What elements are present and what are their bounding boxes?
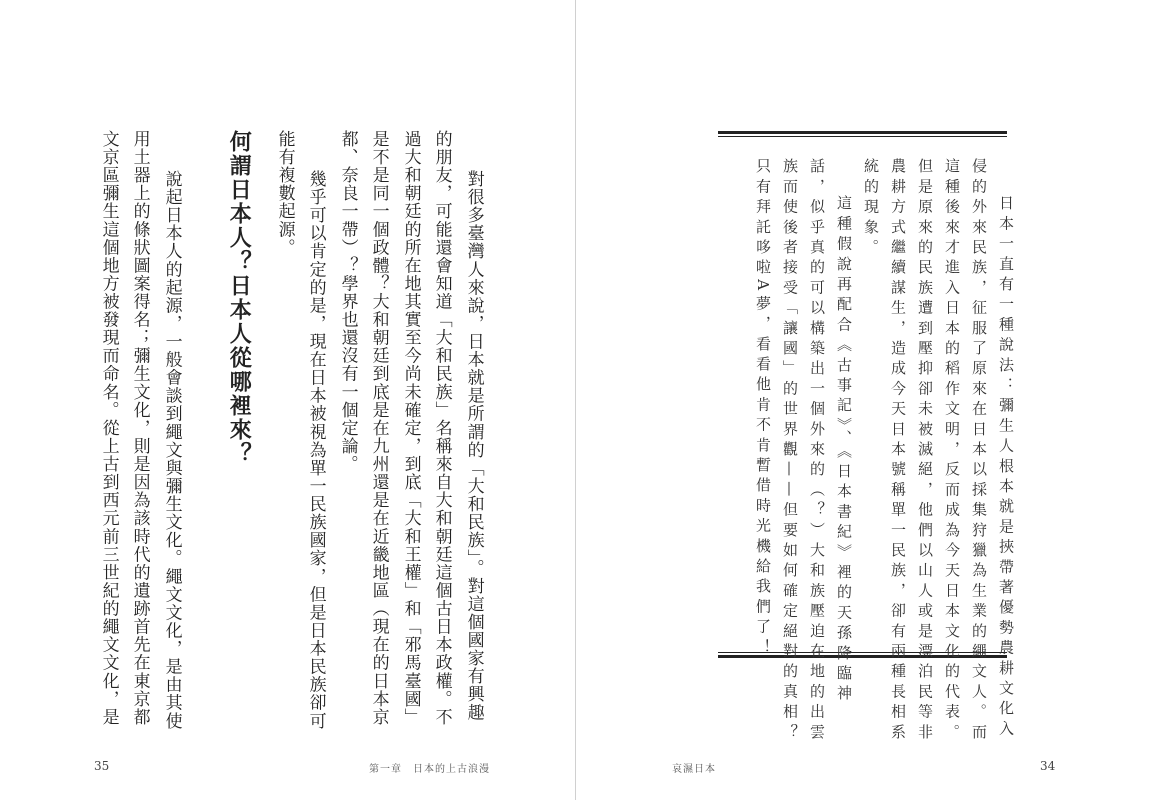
- section-column-1: 說起日本人的起源，一般會談到繩文與彌生文化。繩文文化，是由其使: [161, 170, 182, 730]
- quote-column-6: 統的現象。: [862, 158, 880, 259]
- section-column-3: 文京區彌生這個地方被發現而命名。從上古到西元前三世紀的繩文文化，是: [98, 130, 119, 726]
- body-column-4: 是不是同一個政體？大和朝廷到底是在九州還是在近畿地區（現在的日本京: [368, 130, 389, 726]
- left-page: [0, 0, 575, 800]
- body-column-5: 都、奈良一帶）？學界也還沒有一個定論。: [337, 130, 358, 474]
- quote-top-rule: [718, 131, 1007, 134]
- quote-column-7: 這種假說再配合《古事記》、《日本書紀》裡的天孫降臨神: [835, 195, 853, 706]
- right-page: [576, 0, 1151, 800]
- body-column-7: 能有複數起源。: [274, 130, 295, 257]
- quote-column-5: 農耕方式繼續謀生，造成今天日本號稱單一民族，卻有兩種長相系: [889, 158, 907, 744]
- body-column-3: 過大和朝廷的所在地其實至今尚未確定，到底「大和王權」和「邪馬臺國」: [400, 130, 421, 726]
- section-column-2: 用土器上的條狀圖案得名；彌生文化，則是因為該時代的遺跡首先在東京都: [129, 130, 150, 726]
- quote-column-3: 這種後來才進入日本的稻作文明，反而成為今天日本文化的代表。: [943, 158, 961, 744]
- right-page-number: 34: [1040, 759, 1056, 773]
- quote-column-4: 但是原來的民族遭到壓抑卻未被滅絕，他們以山人或是漂泊民等非: [916, 158, 934, 744]
- quote-column-9: 族而使後者接受「讓國」的世界觀——但要如何確定絕對的真相？: [781, 158, 799, 744]
- quote-column-1: 日本一直有一種說法：彌生人根本就是挾帶著優勢農耕文化入: [997, 195, 1015, 741]
- right-running-head: 哀濕日本: [672, 764, 716, 775]
- quote-top-rule-thin: [718, 136, 1007, 137]
- quote-column-10: 只有拜託哆啦A夢，看看他肯不肯暫借時光機給我們了！: [754, 158, 772, 659]
- body-column-1: 對很多臺灣人來說，日本就是所謂的「大和民族」。對這個國家有興趣: [463, 170, 484, 722]
- quote-column-8: 話，似乎真的可以構築出一個外來的（？）大和族壓迫在地的出雲: [808, 158, 826, 744]
- body-column-6: 幾乎可以肯定的是，現在日本被視為單一民族國家，但是日本民族卻可: [305, 170, 326, 730]
- left-page-number: 35: [94, 759, 110, 773]
- section-heading: 何謂日本人？日本人從哪裡來？: [226, 130, 253, 466]
- left-running-head: 第一章 日本的上古浪漫: [369, 764, 490, 775]
- body-column-2: 的朋友，可能還會知道「大和民族」名稱來自大和朝廷這個古日本政權。不: [431, 130, 452, 726]
- quote-column-2: 侵的外來民族，征服了原來在日本以採集狩獵為生業的繩文人。而: [970, 158, 988, 744]
